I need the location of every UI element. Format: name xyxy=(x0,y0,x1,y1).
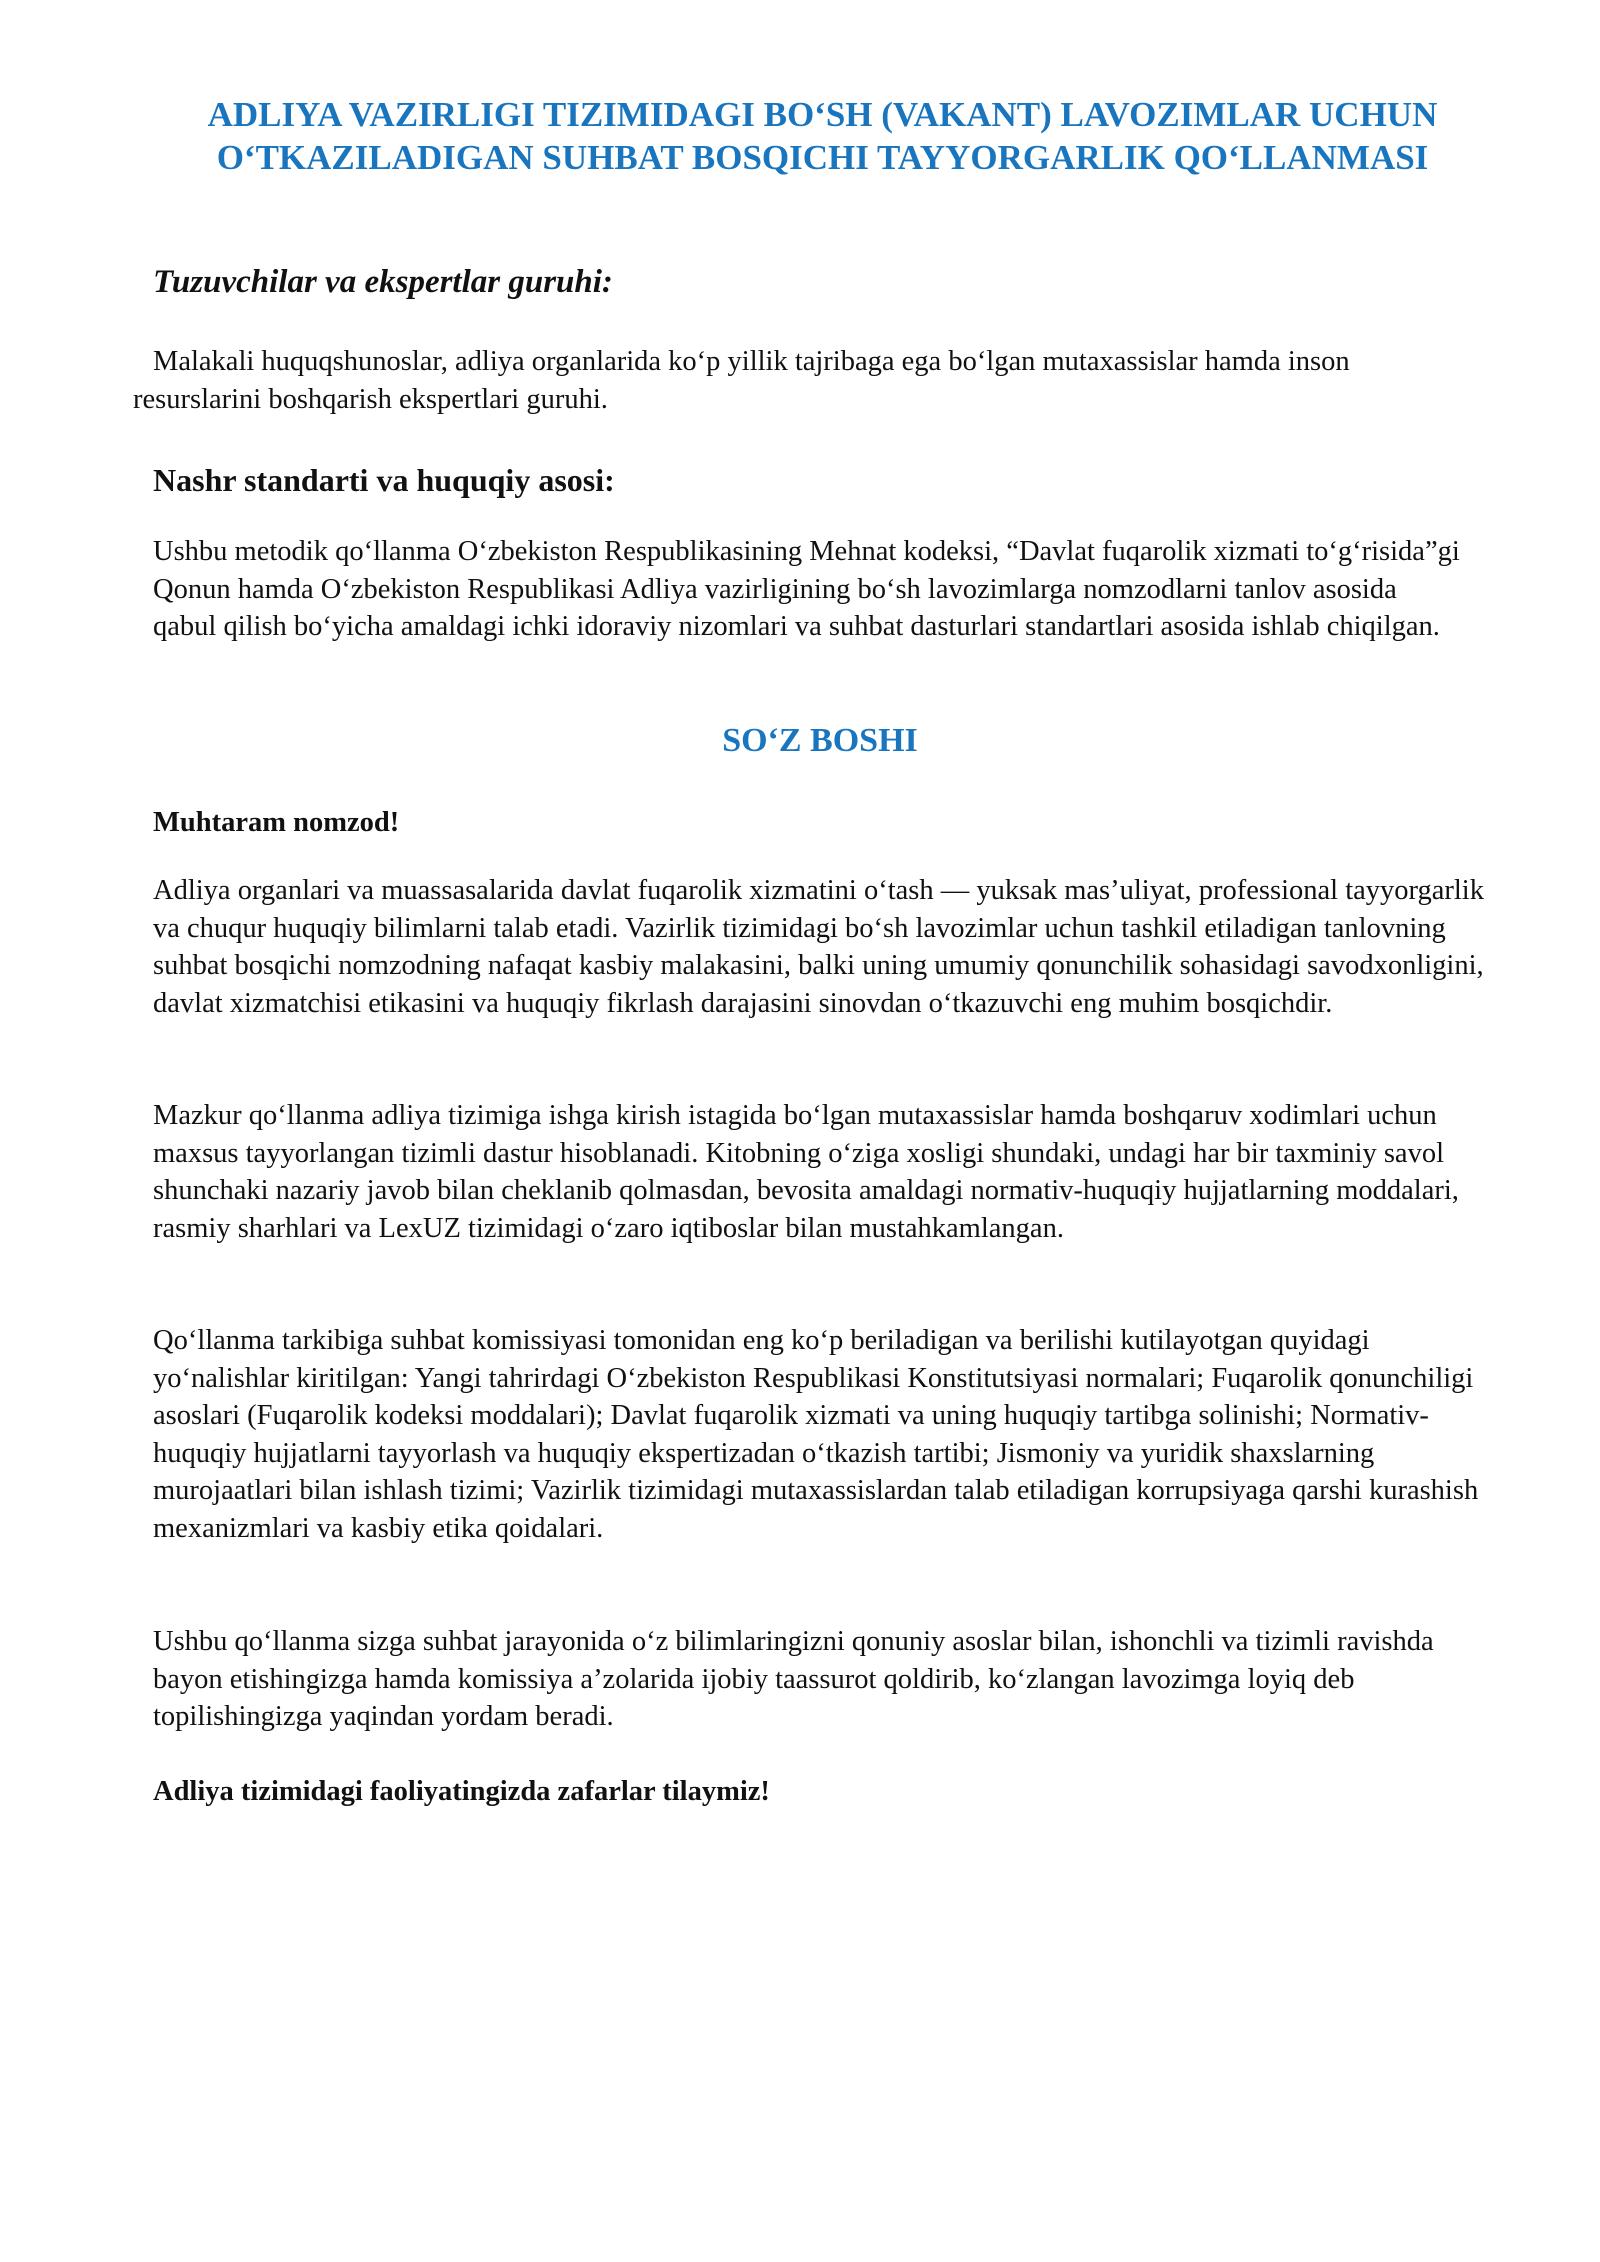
standard-paragraph: Ushbu metodik qo‘llanma O‘zbekiston Respublikasining Mehnat kodeksi, “Davlat fuqarolik xizmati to‘g‘risida”gi Qonun hamda O‘zbekiston Respublikasi Adliya vazirligining bo‘sh lavozimlarga nomzodlarni tanlov asosida qabul qilish bo‘yicha amaldagi ichki idoraviy nizomlari va suhbat dasturlari standartlari asosida ishlab chiqilgan. xyxy=(153,536,1460,642)
foreword-paragraph-4: Ushbu qo‘llanma sizga suhbat jarayonida o‘z bilimlaringizni qonuniy asoslar bilan, ishonchli va tizimli ravishda bayon etishingizga hamda komissiya a’zolarida ijobiy taassurot qoldirib, ko‘zlangan lavozimga loyiq deb topilishingizga yaqindan yordam beradi. xyxy=(153,1626,1434,1732)
standard-heading: Nashr standarti va huquqiy asosi: xyxy=(153,462,615,498)
authors-heading: Tuzuvchilar va ekspertlar guruhi: xyxy=(153,264,613,300)
authors-paragraph: Malakali huquqshunoslar, adliya organlarida ko‘p yillik tajribaga ega bo‘lgan mutaxassislar hamda inson resurslarini boshqarish ekspertlari guruhi. xyxy=(133,346,1350,415)
closing-line: Adliya tizimidagi faoliyatingizda zafarlar tilaymiz! xyxy=(153,1776,770,1807)
foreword-paragraph-1: Adliya organlari va muassasalarida davlat fuqarolik xizmatini o‘tash — yuksak mas’uliyat, professional tayyorgarlik va chuqur huquqiy bilimlarni talab etadi. Vazirlik tizimidagi bo‘sh lavozimlar uchun tashkil etiladigan tanlovning suhbat bosqichi nomzodning nafaqat kasbiy malakasini, balki uning umumiy qonunchilik sohasidagi savodxonligini, davlat xizmatchisi etikasini va huquqiy fikrlash darajasini sinovdan o‘tkazuvchi eng muhim bosqichdir. xyxy=(153,875,1484,1019)
foreword-paragraph-2: Mazkur qo‘llanma adliya tizimiga ishga kirish istagida bo‘lgan mutaxassislar hamda boshqaruv xodimlari uchun maxsus tayyorlangan tizimli dastur hisoblanadi. Kitobning o‘ziga xosligi shundaki, undagi har bir taxminiy savol shunchaki nazariy javob bilan cheklanib qolmasdan, bevosita amaldagi normativ-huquqiy hujjatlarning moddalari, rasmiy sharhlari va LexUZ tizimidagi o‘zaro iqtiboslar bilan mustahkamlangan. xyxy=(153,1100,1459,1244)
foreword-paragraph-3: Qo‘llanma tarkibiga suhbat komissiyasi tomonidan eng ko‘p beriladigan va berilishi kutilayotgan quyidagi yo‘nalishlar kiritilgan: Yangi tahrirdagi O‘zbekiston Respublikasi Konstitutsiyasi normalari; Fuqarolik qonunchiligi asoslari (Fuqarolik kodeksi moddalari); Davlat fuqarolik xizmati va uning huquqiy tartibga solinishi; Normativ-huquqiy hujjatlarni tayyorlash va huquqiy ekspertizadan o‘tkazish tartibi; Jismoniy va yuridik shaxslarning murojaatlari bilan ishlash tizimi; Vazirlik tizimidagi mutaxassislardan talab etiladigan korrupsiyaga qarshi kurashish mexanizmlari va kasbiy etika qoidalari. xyxy=(153,1325,1479,1544)
document-title: ADLIYA VAZIRLIGI TIZIMIDAGI BO‘SH (VAKANT) LAVOZIMLAR UCHUN O‘TKAZILADIGAN SUHBAT BOSQICHI TAYYORGARLIK QO‘LLANMASI xyxy=(207,95,1438,177)
salutation: Muhtaram nomzod! xyxy=(153,807,400,838)
foreword-title: SO‘Z BOSHI xyxy=(722,722,918,759)
